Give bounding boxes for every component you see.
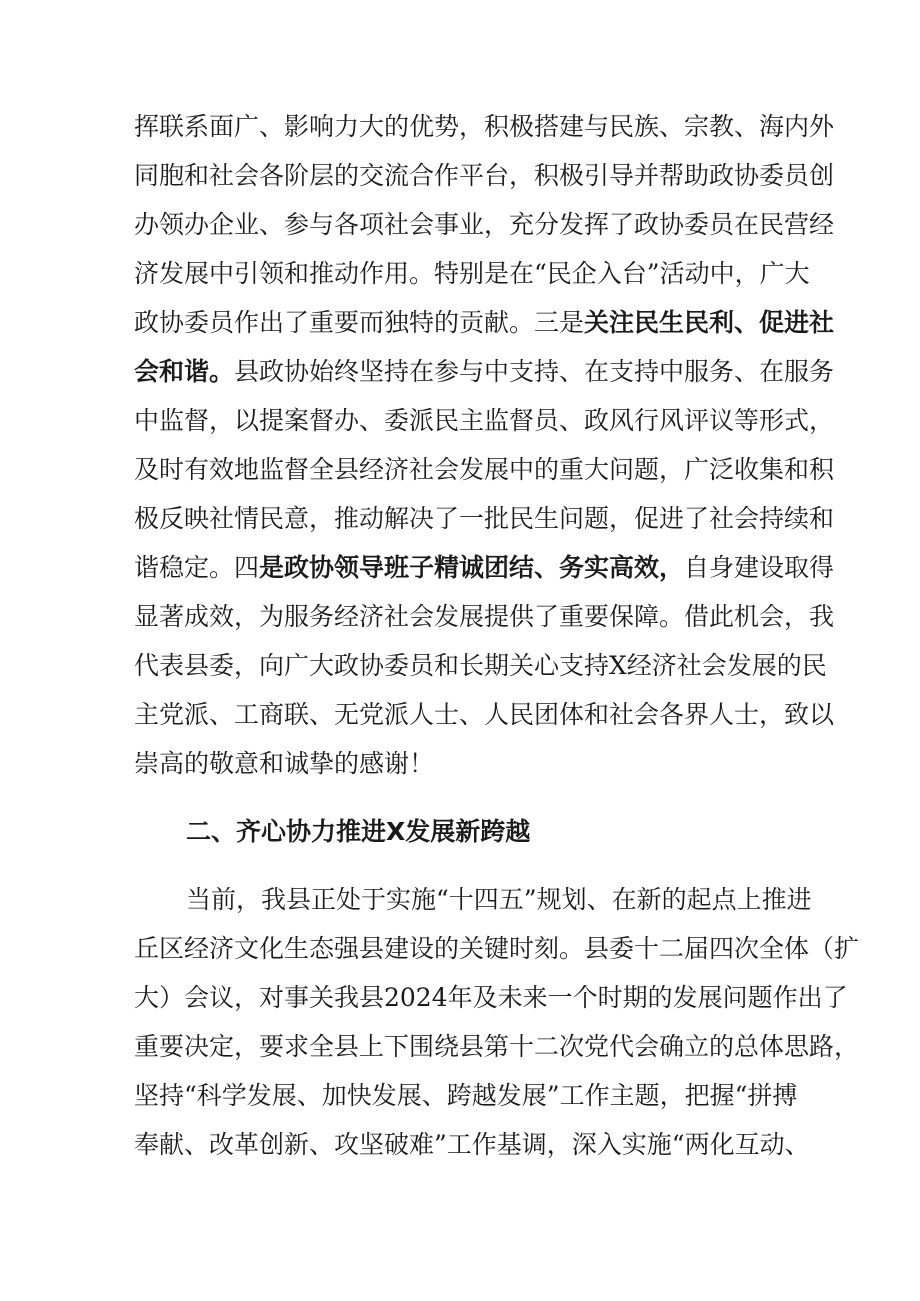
paragraph-line: 丘区经济文化生态强县建设的关键时刻。县委十二届四次全体（扩 — [134, 934, 860, 963]
paragraph-line: 主党派、工商联、无党派人士、人民团体和社会各界人士，致以 — [134, 700, 835, 729]
bold-text-run: 是政协领导班子精诚团结、务实高效， — [259, 553, 685, 582]
paragraph-line — [134, 548, 835, 588]
text-run: 谐稳定。四 — [134, 553, 260, 582]
paragraph-line: 及时有效地监督全县经济社会发展中的重大问题，广泛收集和积 — [134, 455, 835, 484]
paragraph-line: 坚持“科学发展、加快发展、跨越发展”工作主题，把握“拼搏 — [134, 1081, 798, 1110]
bold-text-run: 会和谐。 — [134, 357, 235, 386]
text-run: 自身建设取得 — [684, 553, 835, 582]
paragraph-line: 同胞和社会各阶层的交流合作平台，积极引导并帮助政协委员创 — [134, 161, 835, 190]
paragraph-line: 济发展中引领和推动作用。特别是在“民企入台”活动中，广大 — [134, 259, 810, 288]
paragraph-line: 大）会议，对事关我县2024年及未来一个时期的发展问题作出了 — [134, 983, 848, 1012]
text-run: 县政协始终坚持在参与中支持、在支持中服务、在服务 — [234, 357, 835, 386]
paragraph-line: 重要决定，要求全县上下围绕县第十二次党代会确立的总体思路， — [134, 1032, 860, 1061]
paragraph-line: 挥联系面广、影响力大的优势，积极搭建与民族、宗教、海内外 — [134, 112, 835, 141]
text-run: 政协委员作出了重要而独特的贡献。三是 — [134, 308, 585, 337]
paragraph-line: 中监督，以提案督办、委派民主监督员、政风行风评议等形式， — [134, 406, 835, 435]
paragraph-line: 办领办企业、参与各项社会事业，充分发挥了政协委员在民营经 — [134, 210, 835, 239]
paragraph-line: 崇高的敬意和诚挚的感谢！ — [134, 749, 435, 778]
paragraph-line — [134, 352, 835, 392]
paragraph-line: 奉献、改革创新、攻坚破难”工作基调，深入实施“两化互动、 — [134, 1130, 810, 1159]
paragraph-line: 代表县委，向广大政协委员和长期关心支持X经济社会发展的民 — [134, 651, 827, 680]
bold-text-run: 关注民生民利、促进社 — [584, 308, 835, 337]
section-heading: 二、齐心协力推进X发展新跨越 — [186, 817, 531, 846]
paragraph-line: 当前，我县正处于实施“十四五”规划、在新的起点上推进 — [186, 885, 812, 914]
paragraph-line: 极反映社情民意，推动解决了一批民生问题，促进了社会持续和 — [134, 504, 835, 533]
paragraph-line: 显著成效，为服务经济社会发展提供了重要保障。借此机会，我 — [134, 602, 835, 631]
paragraph-line — [134, 303, 835, 343]
